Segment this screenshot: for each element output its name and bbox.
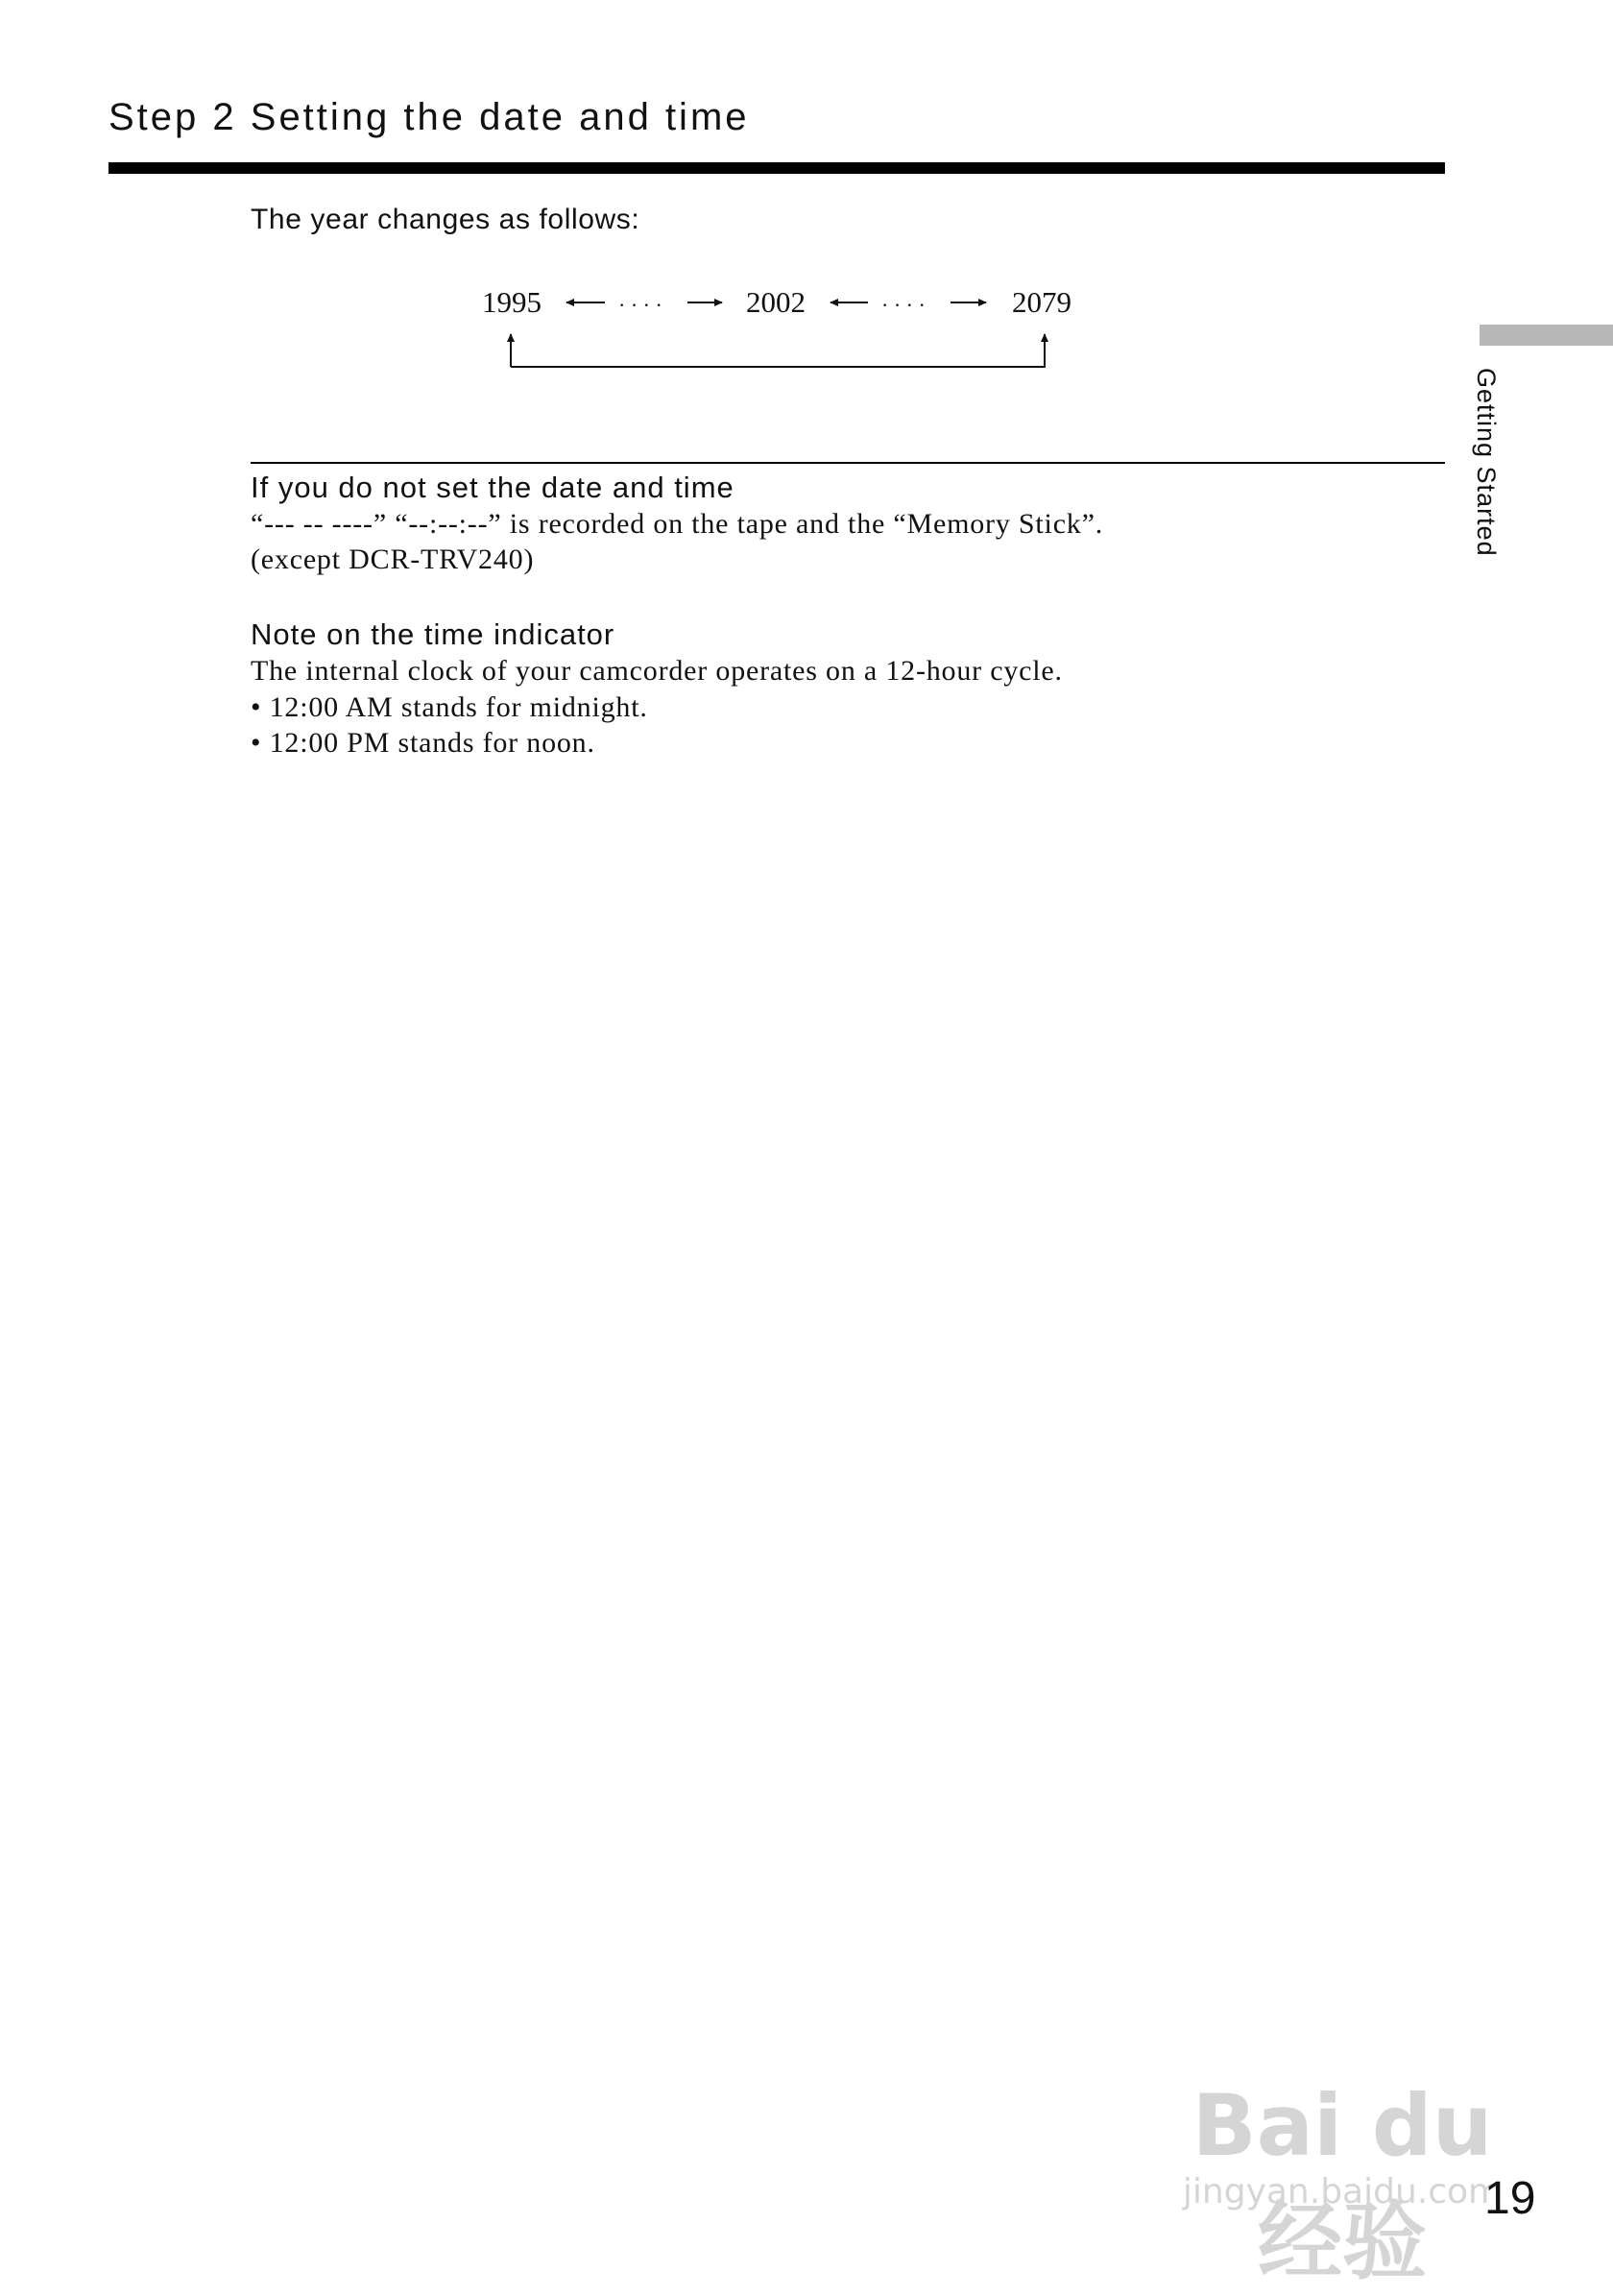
bullet-item: • 12:00 AM stands for midnight.: [251, 691, 648, 723]
body-text: The internal clock of your camcorder operates on a 12-hour cycle.: [251, 655, 1063, 687]
watermark-brand: Bai du 经验: [1192, 2076, 1493, 2291]
body-text: “--- -- ----” “--:--:--” is recorded on the tape and the “Memory Stick”.: [251, 508, 1104, 540]
section-tab-label: Getting Started: [1472, 368, 1501, 557]
section-divider: [251, 462, 1445, 464]
year-cycle-diagram: [470, 278, 1095, 384]
section-tab-marker: [1480, 325, 1613, 346]
watermark-logo: [1141, 2038, 1544, 2291]
bullet-item: • 12:00 PM stands for noon.: [251, 727, 595, 759]
section-heading: If you do not set the date and time: [251, 471, 734, 504]
ellipsis-dots: · · · ·: [618, 293, 662, 317]
year-end: 2079: [1012, 285, 1071, 319]
section-heading: Note on the time indicator: [251, 617, 615, 651]
year-middle: 2002: [746, 285, 806, 319]
page-title: Step 2 Setting the date and time: [108, 96, 750, 138]
watermark-url: jingyan.baidu.com: [1182, 2172, 1503, 2211]
body-text: (except DCR-TRV240): [251, 544, 535, 575]
intro-text: The year changes as follows:: [251, 204, 640, 235]
year-start: 1995: [482, 285, 542, 319]
header-rule: [108, 162, 1445, 174]
page-number: 19: [1484, 2173, 1536, 2224]
ellipsis-dots: · · · ·: [881, 293, 926, 317]
loop-back-line: [511, 334, 1045, 367]
